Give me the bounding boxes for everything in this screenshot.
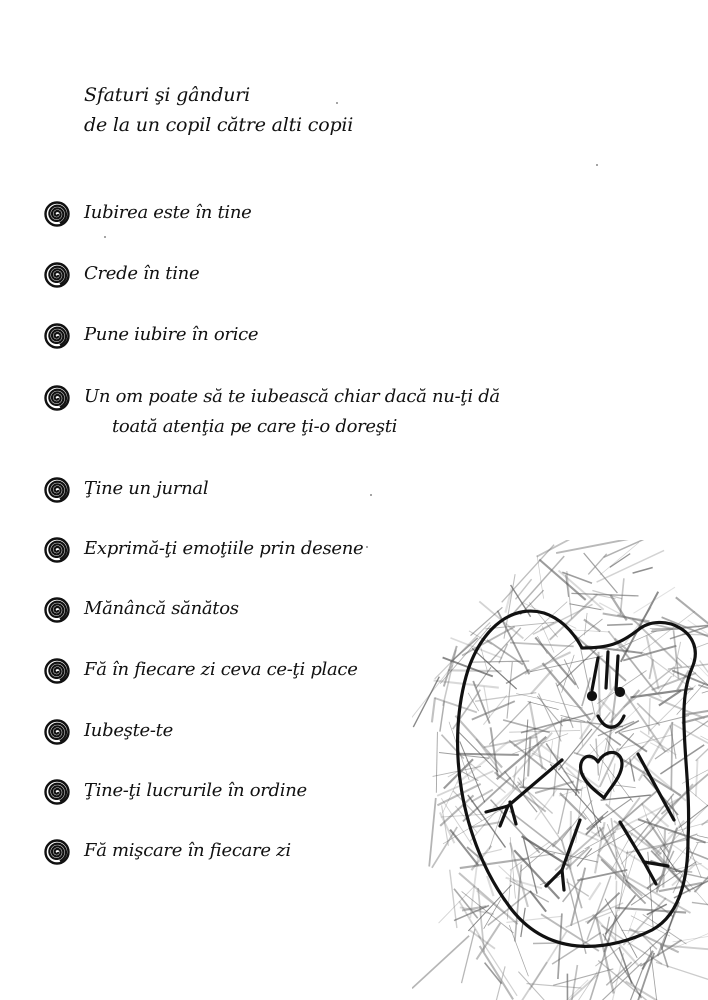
crayon-stroke [502,545,554,603]
page-title [84,80,353,140]
crayon-stroke [633,568,653,574]
spiral-icon [44,658,70,684]
spiral-icon [44,323,70,349]
crayon-stroke [530,656,603,672]
crayon-stroke [695,720,708,745]
paper-speck [596,164,598,166]
crayon-stroke [432,698,435,723]
tip-text: Exprimă-ţi emoţiile prin desene [84,538,364,559]
paper-speck [104,236,106,238]
crayon-stroke [530,891,546,912]
tip-text: Fă mişcare în fiecare zi [84,840,291,861]
crayon-stroke [596,739,599,776]
crayon-stroke [477,923,501,959]
crayon-stroke [471,607,503,635]
crayon-stroke [471,790,493,802]
crayon-stroke [621,592,658,662]
crayon-stroke [630,759,635,782]
list-item [44,320,554,350]
crayon-stroke [429,798,436,867]
crayon-stroke [553,969,613,985]
crayon-stroke [610,554,630,568]
crayon-stroke [412,936,469,989]
crayon-scribble-background [412,540,708,1000]
crayon-stroke [600,963,642,1000]
crayon-stroke [442,805,449,845]
spiral-icon [44,201,70,227]
crayon-stroke [620,578,624,615]
crayon-stroke [527,984,582,989]
tip-text [84,382,554,442]
crayon-stroke [671,722,672,790]
tip-text: Ţine un jurnal [84,478,209,499]
spiral-icon [44,537,70,563]
crayon-stroke [615,881,616,945]
crayon-stroke [663,830,665,888]
crayon-stroke [647,695,705,718]
spiral-icon [44,597,70,623]
tip-text: Iubeşte-te [84,720,173,741]
crayon-stroke [514,962,547,1000]
crayon-stroke [656,962,708,980]
crayon-stroke [589,883,601,900]
tip-text: Ţine-ţi lucrurile în ordine [84,780,307,801]
crayon-stroke [436,732,437,793]
crayon-stroke [607,624,633,625]
crayon-stroke [552,827,571,847]
crayon-stroke [533,604,593,634]
heart-drawing-illustration [412,540,708,1000]
tip-text-line-1: Un om poate să te iubească chiar dacă nu-ţi dă [84,386,500,407]
list-item [44,474,554,504]
crayon-stroke [440,701,445,732]
tip-text: Fă în fiecare zi ceva ce-ţi place [84,659,358,680]
crayon-stroke [629,929,678,952]
crayon-stroke [643,611,695,651]
spiral-icon [44,385,70,411]
crayon-stroke [619,733,647,752]
tip-text: Mănâncă sănătos [84,598,239,619]
title-line-2: de la un copil către alti copii [84,114,354,136]
crayon-stroke [460,858,529,868]
crayon-stroke [512,734,568,754]
list-item [44,198,554,228]
crayon-stroke [612,929,670,983]
spiral-icon [44,839,70,865]
crayon-stroke [509,925,528,976]
crayon-stroke [649,659,653,679]
crayon-stroke [600,542,639,575]
spiral-icon [44,262,70,288]
crayon-stroke [480,946,513,999]
crayon-stroke [435,698,477,712]
spiral-icon [44,779,70,805]
crayon-stroke [696,760,698,797]
crayon-stroke [558,913,562,979]
crayon-stroke [450,830,479,866]
tip-text: Pune iubire în orice [84,324,259,345]
crayon-stroke [692,902,708,910]
crayon-stroke [507,662,512,719]
crayon-stroke [506,670,530,684]
paper-speck [366,546,368,548]
paper-speck [370,494,372,496]
crayon-stroke [634,587,676,613]
crayon-stroke [506,878,542,889]
crayon-stroke [531,670,552,694]
crayon-stroke [584,620,600,632]
tip-text-line-2: toată atenţia pe care ţi-o doreşti [112,416,398,437]
crayon-stroke [601,795,651,800]
paper-speck [336,102,338,104]
tip-text: Iubirea este în tine [84,202,252,223]
list-item [44,382,554,442]
crayon-stroke [556,540,631,553]
crayon-stroke [458,754,519,755]
crayon-stroke [489,701,530,744]
spiral-icon [44,477,70,503]
spiral-icon [44,719,70,745]
title-line-1: Sfaturi şi gânduri [84,84,250,106]
list-item [44,259,554,289]
crayon-stroke [608,688,617,756]
crayon-stroke [638,819,706,842]
crayon-stroke [541,745,600,788]
crayon-stroke [614,785,635,788]
crayon-stroke [552,980,589,1000]
tip-text: Crede în tine [84,263,200,284]
crayon-stroke [671,924,708,950]
